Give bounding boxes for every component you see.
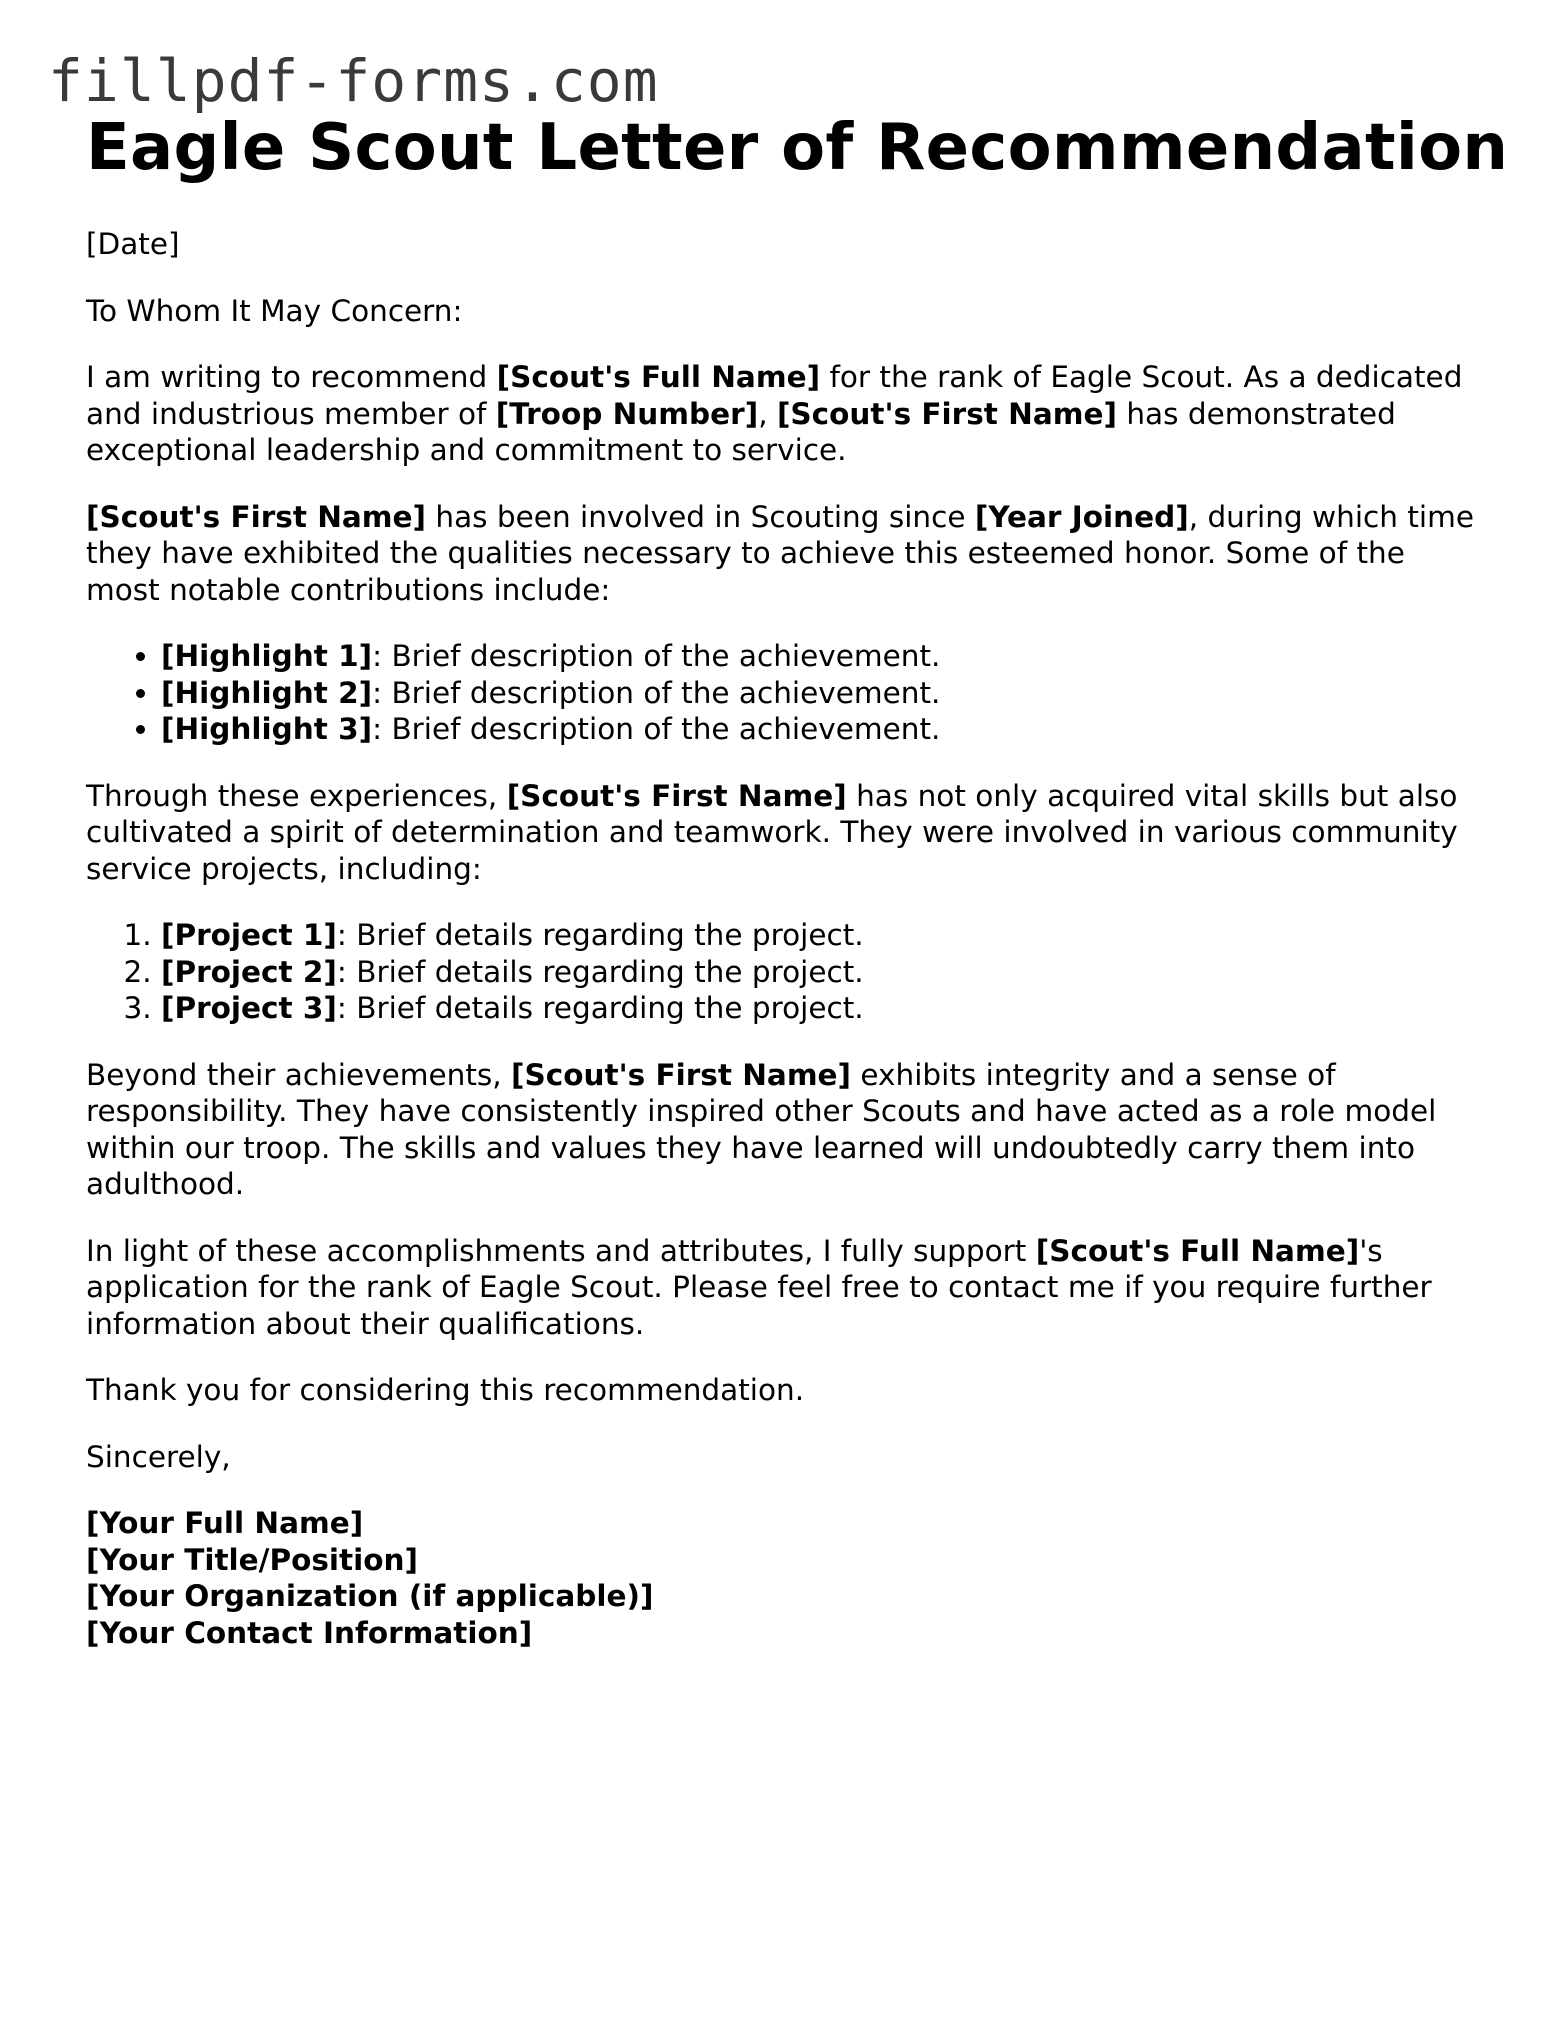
text: has demonstrated exceptional leadership and commitment to service. <box>86 396 1396 467</box>
signature-name: [Your Full Name] <box>86 1506 364 1540</box>
highlight-text: : Brief description of the achievement. <box>372 639 941 673</box>
watermark-text: fillpdf-forms.com <box>48 47 659 115</box>
placeholder-scout-first-name: [Scout's First Name] <box>511 1057 852 1092</box>
text: has not only acquired vital skills but also cultivated a spirit of determination and teamwork. They were involved in various community service projects, including: <box>86 778 1458 886</box>
salutation: To Whom It May Concern: <box>86 293 463 328</box>
text: has been involved in Scouting since <box>426 499 975 534</box>
project-text: : Brief details regarding the project. <box>336 918 864 952</box>
signature-contact: [Your Contact Information] <box>86 1615 533 1650</box>
text: Through these experiences, <box>86 778 507 813</box>
placeholder-troop-number: [Troop Number] <box>495 396 759 431</box>
paragraph-experiences <box>86 778 1486 888</box>
placeholder-scout-full-name: [Scout's Full Name] <box>1035 1233 1360 1268</box>
project-text: : Brief details regarding the project. <box>336 954 864 989</box>
paragraph-history <box>86 499 1486 609</box>
thanks-line: Thank you for considering this recommendation. <box>86 1373 805 1407</box>
list-item <box>161 954 1486 991</box>
placeholder-year-joined: [Year Joined] <box>974 499 1189 534</box>
signature-organization: [Your Organization (if applicable)] <box>86 1579 654 1613</box>
placeholder-scout-first-name: [Scout's First Name] <box>776 396 1117 431</box>
text: I am writing to recommend <box>86 360 497 394</box>
paragraph-character <box>86 1057 1486 1203</box>
text: for the rank of Eagle Scout. As a dedicated and industrious member of <box>86 360 1463 431</box>
text: , <box>758 396 777 431</box>
paragraph-support <box>86 1233 1486 1343</box>
highlight-label: [Highlight 1] <box>161 639 373 673</box>
letter-title: Eagle Scout Letter of Recommendation <box>86 111 1509 185</box>
placeholder-scout-first-name: [Scout's First Name] <box>86 499 427 534</box>
highlights-list <box>86 638 1486 748</box>
signature-block <box>86 1505 1486 1651</box>
placeholder-scout-full-name: [Scout's Full Name] <box>496 360 821 394</box>
list-item <box>161 675 1486 712</box>
list-item <box>161 638 1486 675</box>
project-label: [Project 1] <box>161 918 337 952</box>
project-label: [Project 3] <box>161 991 337 1025</box>
projects-list <box>86 917 1486 1027</box>
highlight-text: : Brief description of the achievement. <box>372 675 941 710</box>
highlight-text: : Brief description of the achievement. <box>372 712 941 746</box>
text: In light of these accomplishments and attributes, I fully support <box>86 1233 1036 1268</box>
placeholder-scout-first-name: [Scout's First Name] <box>506 778 847 813</box>
project-text: : Brief details regarding the project. <box>336 991 864 1025</box>
date-line: [Date] <box>86 227 180 261</box>
letter-body <box>86 226 1486 1651</box>
text: Beyond their achievements, <box>86 1057 512 1092</box>
list-item <box>161 917 1486 954</box>
letter-page <box>86 108 1509 1651</box>
list-item <box>161 990 1486 1027</box>
highlight-label: [Highlight 3] <box>161 712 373 746</box>
highlight-label: [Highlight 2] <box>161 675 373 710</box>
text: exhibits integrity and a sense of responsibility. They have consistently inspired other Scouts and have acted as a role model within our troop. The skills and values they have learned will undoubtedly carry them into adulthood. <box>86 1057 1437 1201</box>
project-label: [Project 2] <box>161 954 337 989</box>
text: , during which time they have exhibited the qualities necessary to achieve this esteemed honor. Some of the most notable contributions include: <box>86 499 1474 607</box>
list-item <box>161 711 1486 748</box>
paragraph-intro <box>86 359 1486 469</box>
signature-title: [Your Title/Position] <box>86 1542 418 1577</box>
closing-line: Sincerely, <box>86 1439 231 1474</box>
text: 's application for the rank of Eagle Scout. Please feel free to contact me if you require further information about their qualifications. <box>86 1233 1432 1341</box>
